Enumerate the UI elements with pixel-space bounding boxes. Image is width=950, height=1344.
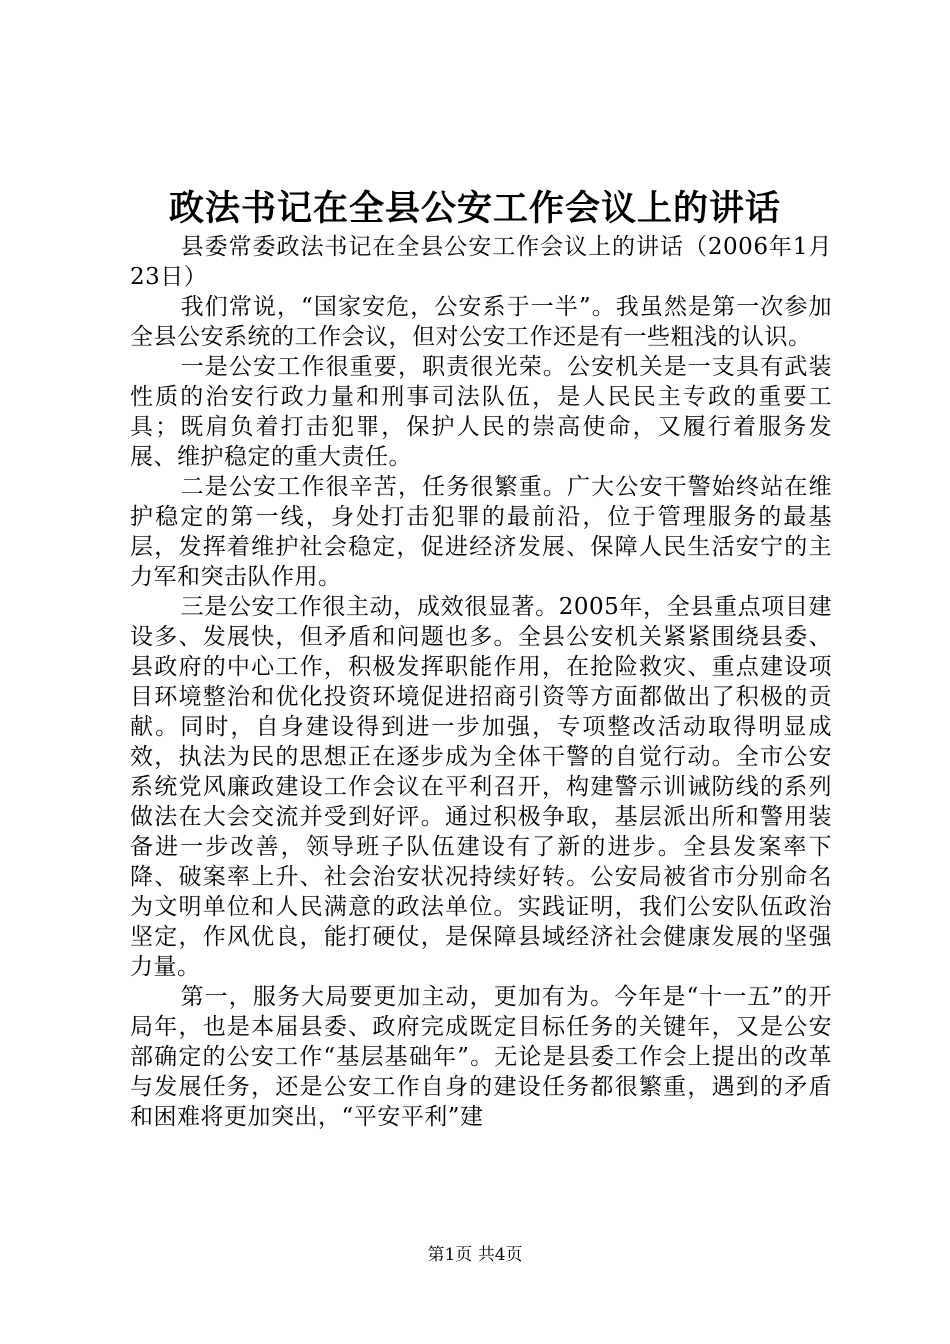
paragraph-point-one: 一是公安工作很重要，职责很光荣。公安机关是一支具有武装性质的治安行政力量和刑事司法队伍，是人民民主专政的重要工具；既肩负着打击犯罪，保护人民的崇高使命，又履行着服务发展、维护稳定的重大责任。 bbox=[130, 354, 832, 470]
paragraph-intro: 县委常委政法书记在全县公安工作会议上的讲话（2006年1月23日） bbox=[130, 234, 832, 290]
document-title: 政法书记在全县公安工作会议上的讲话 bbox=[168, 188, 781, 229]
document-body bbox=[130, 232, 832, 1132]
page-number-footer: 第1页 共4页 bbox=[427, 1245, 523, 1265]
paragraph-point-two: 二是公安工作很辛苦，任务很繁重。广大公安干警始终站在维护稳定的第一线，身处打击犯罪的最前沿，位于管理服务的最基层，发挥着维护社会稳定，促进经济发展、保障人民生活安宁的主力军和突击队作用。 bbox=[130, 474, 832, 590]
paragraph-point-three: 三是公安工作很主动，成效很显著。2005年，全县重点项目建设多、发展快，但矛盾和问题也多。全县公安机关紧紧围绕县委、县政府的中心工作，积极发挥职能作用，在抢险救灾、重点建设项目环境整治和优化投资环境促进招商引资等方面都做出了积极的贡献。同时，自身建设得到进一步加强，专项整改活动取得明显成效，执法为民的思想正在逐步成为全体干警的自觉行动。全市公安系统党风廉政建设工作会议在平利召开，构建警示训诫防线的系列做法在大会交流并受到好评。通过积极争取，基层派出所和警用装备进一步改善，领导班子队伍建设有了新的进步。全县发案率下降、破案率上升、社会治安状况持续好转。公安局被省市分别命名为文明单位和人民满意的政法单位。实践证明，我们公安队伍政治坚定，作风优良，能打硬仗，是保障县域经济社会健康发展的坚强力量。 bbox=[130, 594, 832, 980]
paragraph-opening: 我们常说，“国家安危，公安系于一半”。我虽然是第一次参加全县公安系统的工作会议，但对公安工作还是有一些粗浅的认识。 bbox=[130, 294, 832, 350]
paragraph-first-requirement: 第一，服务大局要更加主动，更加有为。今年是“十一五”的开局年，也是本届县委、政府完成既定目标任务的关键年，又是公安部确定的公安工作“基层基础年”。无论是县委工作会上提出的改革与发展任务，还是公安工作自身的建设任务都很繁重，遇到的矛盾和困难将更加突出，“平安平利”建 bbox=[130, 984, 832, 1130]
